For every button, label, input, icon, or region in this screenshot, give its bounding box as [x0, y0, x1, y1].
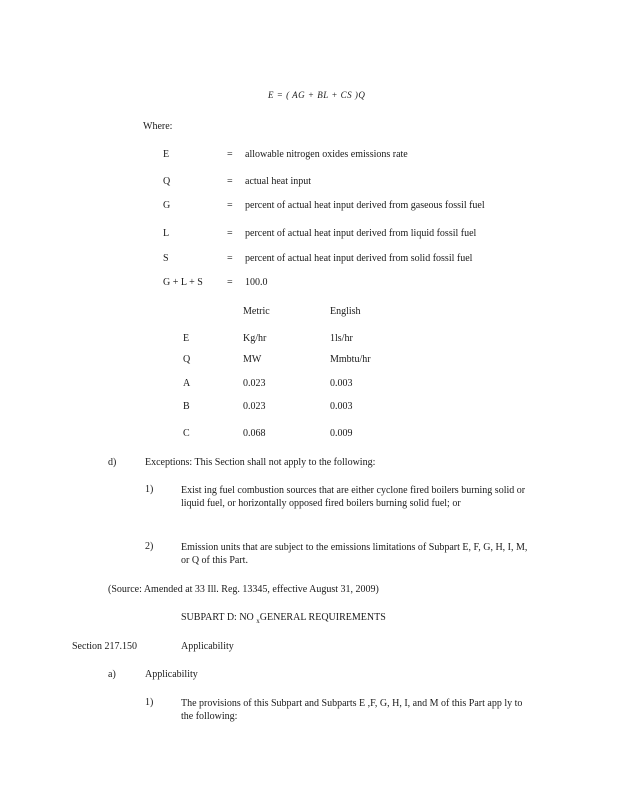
definition-text: 100.0: [245, 277, 268, 288]
definition-text: allowable nitrogen oxides emissions rate: [245, 149, 408, 160]
units-header-english: English: [330, 306, 361, 317]
subsection-marker: a): [108, 669, 116, 680]
subpart-heading-after: GENERAL REQUIREMENTS: [259, 612, 386, 623]
definition-equals: =: [227, 200, 233, 211]
definition-text: percent of actual heat input derived from gaseous fossil fuel: [245, 200, 485, 211]
units-row-english: Mmbtu/hr: [330, 354, 371, 365]
units-row-metric: MW: [243, 354, 262, 365]
units-row-metric: 0.023: [243, 401, 266, 412]
definition-term: S: [163, 253, 169, 264]
exception-item-marker: 1): [145, 484, 154, 495]
definition-term: L: [163, 228, 170, 239]
exceptions-heading: Exceptions: This Section shall not apply to the following:: [145, 457, 376, 468]
definition-equals: =: [227, 277, 233, 288]
section-title: Applicability: [181, 641, 234, 652]
definition-term: Q: [163, 176, 171, 187]
units-row-symbol: A: [183, 378, 191, 389]
nox-equation: E = ( AG + BL + CS )Q: [268, 90, 366, 100]
units-row-metric: 0.023: [243, 378, 266, 389]
definition-equals: =: [227, 149, 233, 160]
definition-term: E: [163, 149, 170, 160]
exception-item-marker: 2): [145, 541, 154, 552]
subpart-heading-subscript: x: [256, 617, 260, 625]
definition-text: percent of actual heat input derived from liquid fossil fuel: [245, 228, 477, 239]
definition-equals: =: [227, 228, 233, 239]
units-row-symbol: B: [183, 401, 190, 412]
units-row-english: 0.003: [330, 401, 353, 412]
units-row-symbol: E: [183, 333, 190, 344]
source-note: (Source: Amended at 33 Ill. Reg. 13345, effective August 31, 2009): [108, 584, 379, 595]
where-label: Where:: [143, 121, 173, 132]
subsection-item-marker: 1): [145, 697, 154, 708]
units-header-metric: Metric: [243, 306, 270, 317]
units-row-metric: Kg/hr: [243, 333, 267, 344]
definition-equals: =: [227, 176, 233, 187]
exception-item-text: Emission units that are subject to the emissions limitations of Subpart E, F, G, H, I, M, or Q of this Part.: [181, 542, 528, 566]
definition-text: actual heat input: [245, 176, 312, 187]
units-row-english: 1ls/hr: [330, 333, 353, 344]
definition-text: percent of actual heat input derived from solid fossil fuel: [245, 253, 473, 264]
units-row-metric: 0.068: [243, 428, 266, 439]
subpart-heading: [181, 612, 386, 625]
units-row-symbol: C: [183, 428, 190, 439]
exception-item-text: Exist ing fuel combustion sources that are either cyclone fired boilers burning solid or liquid fuel, or horizontally opposed fired boilers burning solid fuel; or: [181, 485, 526, 509]
exceptions-marker: d): [108, 457, 117, 468]
subpart-heading-before: SUBPART D: NO: [181, 612, 257, 623]
units-row-english: 0.003: [330, 378, 353, 389]
definition-term: G: [163, 200, 171, 211]
units-row-symbol: Q: [183, 354, 191, 365]
definition-equals: =: [227, 253, 233, 264]
subsection-item-text: The provisions of this Subpart and Subparts E ,F, G, H, I, and M of this Part app ly to the following:: [181, 698, 523, 722]
definition-term: G + L + S: [163, 277, 203, 288]
section-label: Section 217.150: [72, 641, 137, 652]
subsection-title: Applicability: [145, 669, 198, 680]
units-row-english: 0.009: [330, 428, 353, 439]
